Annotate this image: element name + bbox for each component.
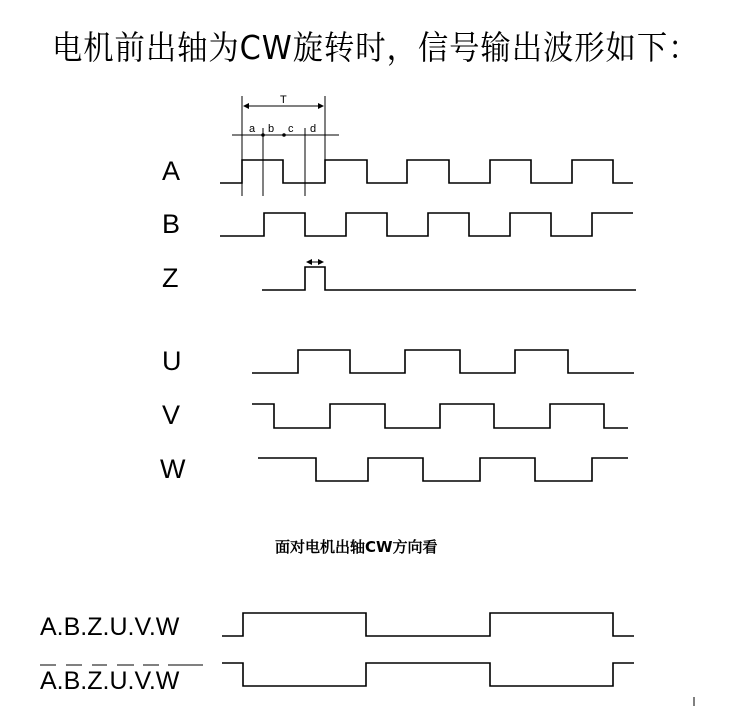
waveform-bus-true (222, 613, 634, 636)
waveform-a (220, 160, 633, 183)
phase-label-b: b (268, 123, 275, 135)
bus-label-complement: A.B.Z.U.V.W (40, 667, 180, 695)
waveform-w (258, 458, 628, 481)
bus-label-true: A.B.Z.U.V.W (40, 613, 180, 641)
channel-label-w: W (160, 454, 186, 484)
waveform-b (220, 213, 633, 236)
channel-label-z: Z (162, 263, 179, 293)
phase-dot-2 (282, 133, 286, 137)
phase-dot-1 (261, 133, 265, 137)
view-caption: 面对电机出轴CW方向看 (275, 538, 438, 556)
channel-label-b: B (162, 209, 181, 239)
waveforms (220, 160, 636, 686)
channel-label-a: A (162, 156, 181, 186)
channel-label-u: U (162, 346, 182, 376)
waveform-v (252, 404, 628, 428)
channel-label-v: V (162, 400, 181, 430)
phase-label-a: a (249, 123, 256, 135)
waveform-bus-complement (222, 663, 634, 686)
phase-label-d: d (310, 123, 317, 135)
waveform-u (252, 350, 634, 373)
heading-title: 电机前出轴为CW旋转时，信号输出波形如下： (52, 28, 700, 67)
period-label: T (280, 94, 287, 106)
waveform-z (262, 267, 636, 290)
phase-label-c: c (288, 123, 294, 135)
